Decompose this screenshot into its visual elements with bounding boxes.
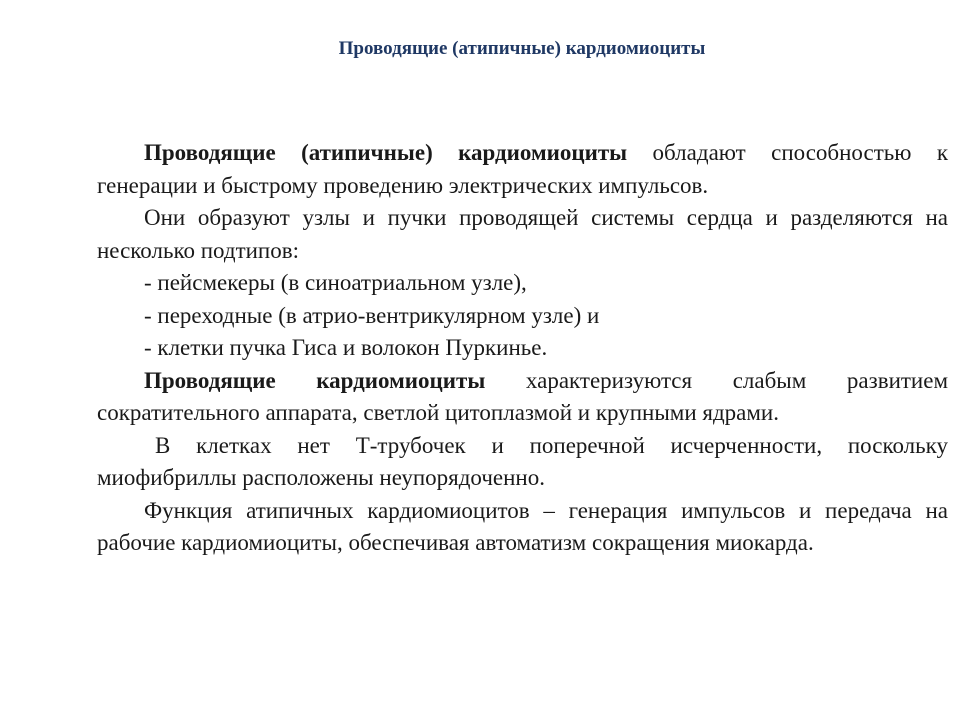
term-conducting-cardiomyocytes-2: Проводящие кардиомиоциты bbox=[144, 367, 486, 393]
list-item-transitional bbox=[97, 300, 948, 333]
list-item-purkinje bbox=[97, 332, 948, 365]
paragraph-t-tubules bbox=[97, 430, 948, 495]
paragraph-text: Функция атипичных кардиомиоцитов – генерация импульсов и передача на рабочие кардиомиоциты, обеспечивая автоматизм сокращения миокарда. bbox=[97, 497, 948, 555]
paragraph-definition bbox=[97, 137, 948, 202]
list-item-text: - переходные (в атрио-вентрикулярном узле) и bbox=[144, 302, 600, 328]
paragraph-subtypes-intro bbox=[97, 202, 948, 267]
paragraph-text: характеризуются слабым развитием сократительного аппарата, светлой цитоплазмой и крупными ядрами. bbox=[97, 367, 948, 425]
paragraph-text: обладают способностью к генерации и быстрому проведению электрических импульсов. bbox=[97, 140, 948, 198]
list-item-text: - пейсмекеры (в синоатриальном узле), bbox=[144, 270, 527, 295]
term-conducting-cardiomyocytes: Проводящие (атипичные) кардиомиоциты bbox=[144, 140, 628, 165]
list-item-pacemakers bbox=[97, 267, 948, 300]
paragraph-text: Они образуют узлы и пучки проводящей системы сердца и разделяются на несколько подтипов: bbox=[97, 205, 948, 263]
slide-title: Проводящие (атипичные) кардиомиоциты bbox=[338, 38, 706, 59]
list-item-text: - клетки пучка Гиса и волокон Пуркинье. bbox=[144, 335, 548, 360]
paragraph-function bbox=[97, 495, 948, 560]
slide-body bbox=[97, 137, 948, 560]
paragraph-characteristics bbox=[97, 365, 948, 430]
paragraph-text: В клетках нет Т-трубочек и поперечной исчерченности, поскольку миофибриллы расположены неупорядоченно. bbox=[97, 432, 948, 490]
